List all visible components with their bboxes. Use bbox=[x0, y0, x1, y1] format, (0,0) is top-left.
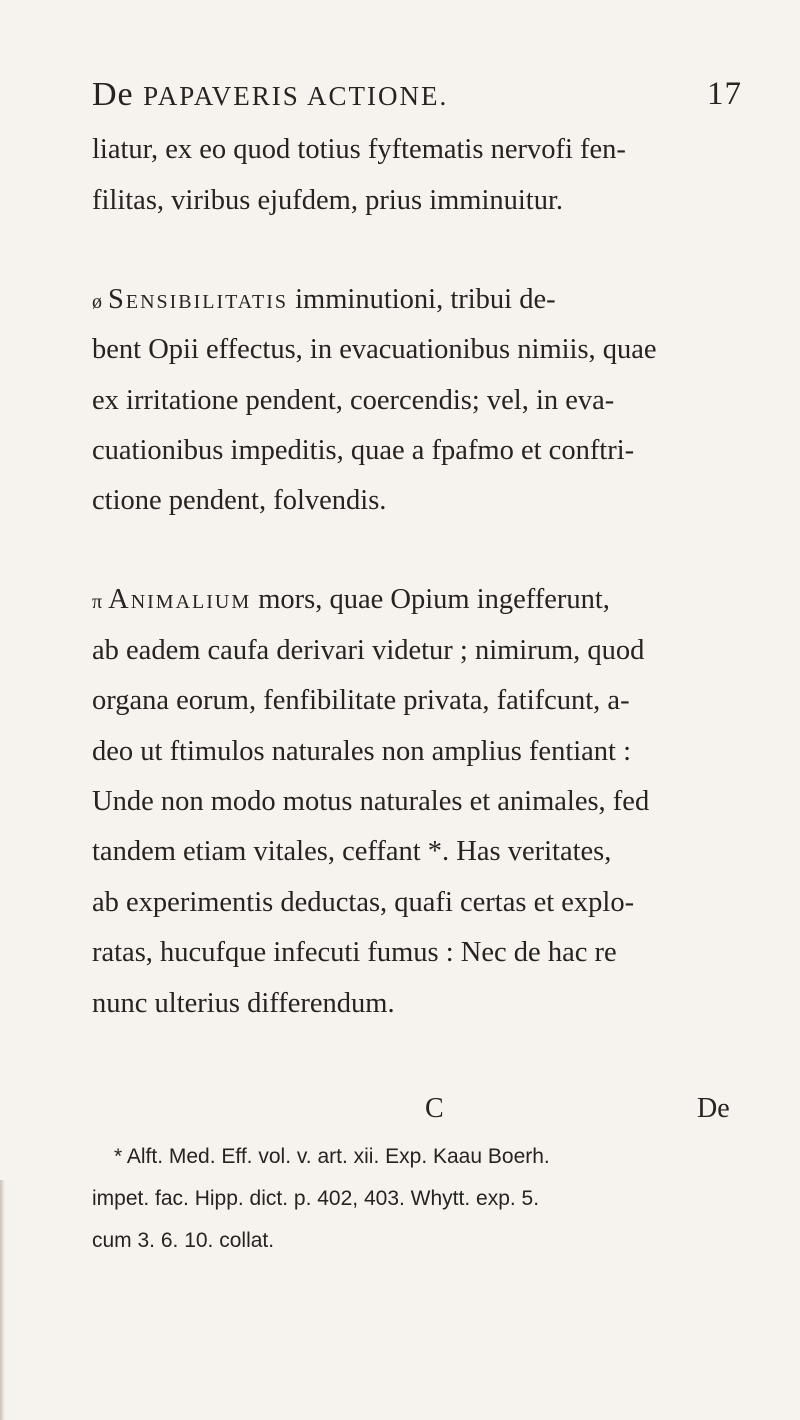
running-header bbox=[92, 76, 742, 114]
text-line: ab eadem caufa derivari videtur ; nimirum, quod bbox=[92, 635, 645, 666]
paragraph-first-line-rest: imminutioni, tribui de- bbox=[295, 284, 556, 315]
page-edge-shadow bbox=[0, 1180, 5, 1420]
text-line: deo ut ftimulos naturales non amplius fentiant : bbox=[92, 736, 632, 767]
paragraph-animalium-start bbox=[92, 586, 610, 615]
text-line: nunc ulterius differendum. bbox=[92, 988, 395, 1019]
catchword: De bbox=[697, 1093, 730, 1124]
text-line: tandem etiam vitales, ceffant *. Has veritates, bbox=[92, 836, 612, 867]
page-number: 17 bbox=[707, 76, 742, 112]
header-prefix: De bbox=[92, 76, 134, 113]
paragraph-lead-word: Sensibilitatis bbox=[108, 284, 289, 315]
text-line: cuationibus impeditis, quae a fpafmo et conftri- bbox=[92, 435, 635, 466]
paragraph-sensibilitatis-start bbox=[92, 286, 556, 315]
paragraph-marker: ø bbox=[92, 291, 102, 313]
paragraph-first-line-rest: mors, quae Opium ingefferunt, bbox=[258, 584, 610, 615]
text-line: ratas, hucufque infecuti fumus : Nec de hac re bbox=[92, 937, 617, 968]
text-line: ex irritatione pendent, coercendis; vel, in eva- bbox=[92, 385, 615, 416]
footnote-line: cum 3. 6. 10. collat. bbox=[92, 1229, 275, 1252]
signature-mark: C bbox=[425, 1093, 444, 1124]
paragraph-marker: π bbox=[92, 591, 103, 613]
footnote-line: impet. fac. Hipp. dict. p. 402, 403. Whytt. exp. 5. bbox=[92, 1187, 540, 1210]
footnote-line: * Alft. Med. Eff. vol. v. art. xii. Exp. Kaau Boerh. bbox=[114, 1145, 550, 1168]
text-line: Unde non modo motus naturales et animales, fed bbox=[92, 786, 650, 817]
text-line: bent Opii effectus, in evacuationibus nimiis, quae bbox=[92, 334, 657, 365]
text-line: filitas, viribus ejufdem, prius imminuitur. bbox=[92, 185, 564, 216]
header-title: PAPAVERIS ACTIONE. bbox=[143, 81, 449, 111]
text-line: liatur, ex eo quod totius fyftematis nervofi fen- bbox=[92, 134, 626, 165]
text-line: ctione pendent, folvendis. bbox=[92, 485, 387, 516]
text-line: organa eorum, fenfibilitate privata, fatifcunt, a- bbox=[92, 685, 630, 716]
text-line: ab experimentis deductas, quafi certas et explo- bbox=[92, 887, 635, 918]
paragraph-lead-word: Animalium bbox=[108, 584, 252, 615]
